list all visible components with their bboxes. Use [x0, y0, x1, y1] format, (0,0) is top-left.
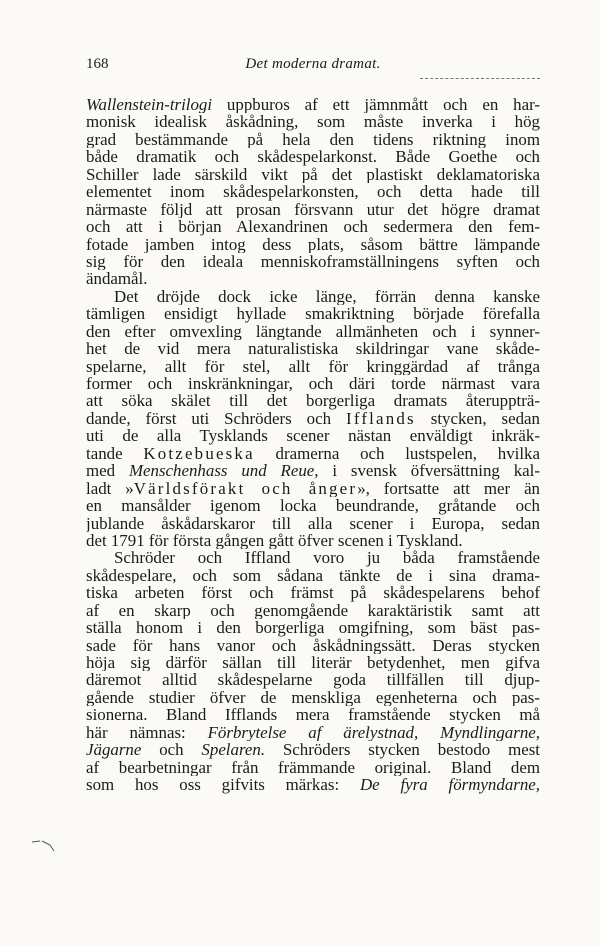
text-segment: sig för den ideala menniskoframställningens syften och — [86, 252, 540, 271]
italic-text: De fyra förmyndarne, — [359, 776, 540, 794]
running-title: Det moderna dramat. — [245, 56, 381, 72]
text-line — [86, 567, 540, 584]
text-line — [86, 323, 540, 340]
text-segment: fotade jamben intog dess plats, såsom bättre lämpande — [86, 235, 540, 253]
text-segment: tämligen ensidigt hyllade smakriktning började förefalla — [86, 305, 540, 323]
italic-text: Spelaren. — [201, 741, 266, 759]
text-segment: », fortsatte att mer än — [357, 479, 540, 498]
text-line — [86, 236, 540, 253]
spaced-text: Kotzebueska — [143, 444, 255, 463]
text-segment: närmaste följd att prosan försvann utur det högre dramat — [86, 200, 540, 219]
text-segment: elementet inom skådespelarkonsten, och detta hade till — [86, 183, 540, 201]
text-segment: dande, först uti Schröders och — [86, 409, 346, 428]
text-segment: dramerna och lustspelen, hvilka — [254, 444, 540, 463]
text-segment: ladt » — [86, 479, 134, 498]
text-line — [86, 183, 540, 200]
italic-text: Jägarne — [86, 741, 142, 759]
text-segment: här nämnas: — [86, 723, 208, 742]
text-segment: monisk idealisk åskådning, som måste inverka i hög — [86, 113, 540, 131]
text-line — [86, 166, 540, 183]
text-line — [86, 724, 540, 741]
text-line — [86, 148, 540, 165]
text-line — [86, 776, 540, 793]
spaced-text: Världsförakt och ånger — [133, 479, 358, 498]
text-line — [86, 358, 540, 375]
italic-text: Menschenhass und Reue, — [128, 462, 319, 480]
italic-text: Förbrytelse af ärelystnad, Myndlingarne, — [207, 723, 540, 742]
text-line — [86, 671, 540, 688]
text-segment: former och inskränkningar, och däri torde närmast vara — [86, 375, 540, 393]
text-line — [86, 340, 540, 357]
text-segment: som hos oss gifvits märkas: — [86, 776, 360, 794]
text-segment: tiska arbeten först och främst på skådespelarens behof — [86, 584, 540, 602]
text-segment: af en skarp och genomgående karaktäristik samt att — [86, 601, 540, 620]
text-segment: af bearbetningar från främmande original. Bland dem — [86, 758, 540, 777]
italic-text: Wallenstein-trilogi — [86, 96, 213, 114]
stray-pencil-mark — [30, 836, 60, 856]
text-line — [86, 270, 540, 287]
text-line — [86, 427, 540, 444]
text-line — [86, 445, 540, 462]
text-segment: sionerna. Bland Ifflands mera framstående stycken må — [86, 706, 540, 724]
text-line — [86, 584, 540, 601]
text-segment: gående studier öfver de menskliga egenheterna och pas- — [86, 688, 540, 707]
text-line — [86, 759, 540, 776]
text-line — [86, 497, 540, 514]
text-segment: uti de alla Tysklands scener nästan enväldigt inkräk- — [86, 427, 540, 445]
text-segment: jublande åskådarskaror till alla scener i Europa, sedan — [86, 514, 540, 532]
text-segment: med — [86, 462, 129, 480]
text-segment: att söka skälet till det borgerliga dramats återuppträ- — [86, 392, 540, 410]
text-segment: höja sig därför sällan till literär betydenhet, men gifva — [86, 654, 540, 672]
text-line — [86, 741, 540, 758]
text-segment: och att i början Alexandrinen och sedermera den fem- — [86, 218, 540, 236]
text-segment: ställa honom i den borgerliga omgifning, som bäst pas- — [86, 619, 540, 637]
text-segment: spelarne, allt för stel, allt för kringgärdad af trånga — [86, 357, 540, 375]
spaced-text: Ifflands — [346, 409, 416, 428]
text-segment: det 1791 för första gången gått öfver scenen i Tyskland. — [86, 531, 463, 550]
text-segment: skådespelare, och som sådana tänkte de i sina drama- — [86, 566, 540, 585]
text-line — [86, 96, 540, 113]
text-line — [86, 410, 540, 427]
text-segment: den efter omvexling längtande allmänheten och i synner- — [86, 322, 540, 341]
text-line — [86, 637, 540, 654]
header-rule — [420, 78, 540, 80]
text-segment: och — [141, 741, 202, 759]
text-line — [86, 253, 540, 270]
text-segment: Schröders stycken bestodo mest — [265, 741, 540, 759]
text-segment: i svensk öfversättning kal- — [318, 462, 540, 480]
text-line — [86, 288, 540, 305]
text-segment: grad bestämmande på hela den tidens riktning inom — [86, 130, 540, 149]
text-segment: het de vid mera naturalistiska skildringar vane skåde- — [86, 340, 540, 358]
text-line — [86, 131, 540, 148]
text-line — [86, 113, 540, 130]
text-line — [86, 654, 540, 671]
text-line — [86, 218, 540, 235]
text-segment: både dramatik och skådespelarkonst. Både Goethe och — [86, 148, 540, 166]
text-line — [86, 375, 540, 392]
text-line — [86, 602, 540, 619]
text-segment: Schiller lade särskild vikt på det plastiskt deklamatoriska — [86, 165, 540, 184]
text-line — [86, 549, 540, 566]
text-segment: däremot alltid skådespelarne goda tillfällen till djup- — [86, 671, 540, 689]
text-line — [86, 619, 540, 636]
text-line — [86, 480, 540, 497]
text-line — [86, 201, 540, 218]
text-line — [86, 462, 540, 479]
text-segment: uppburos af ett jämnmått och en har- — [212, 96, 540, 114]
text-segment: ändamål. — [86, 270, 148, 288]
text-segment: stycken, sedan — [415, 409, 540, 428]
text-line — [86, 305, 540, 322]
text-segment: tande — [86, 444, 144, 463]
text-segment: Det dröjde dock icke länge, förrän denna kanske — [114, 287, 540, 306]
text-line — [86, 706, 540, 723]
page-header — [86, 56, 540, 78]
page-number: 168 — [86, 56, 109, 72]
text-line — [86, 515, 540, 532]
text-segment: sade för hans vanor och åskådningssätt. Deras stycken — [86, 636, 540, 654]
text-line — [86, 532, 540, 549]
text-segment: en mansålder igenom locka beundrande, gråtande och — [86, 497, 540, 515]
body-text — [86, 96, 540, 794]
text-segment: Schröder och Iffland voro ju båda framstående — [114, 549, 540, 567]
text-line — [86, 689, 540, 706]
text-line — [86, 392, 540, 409]
